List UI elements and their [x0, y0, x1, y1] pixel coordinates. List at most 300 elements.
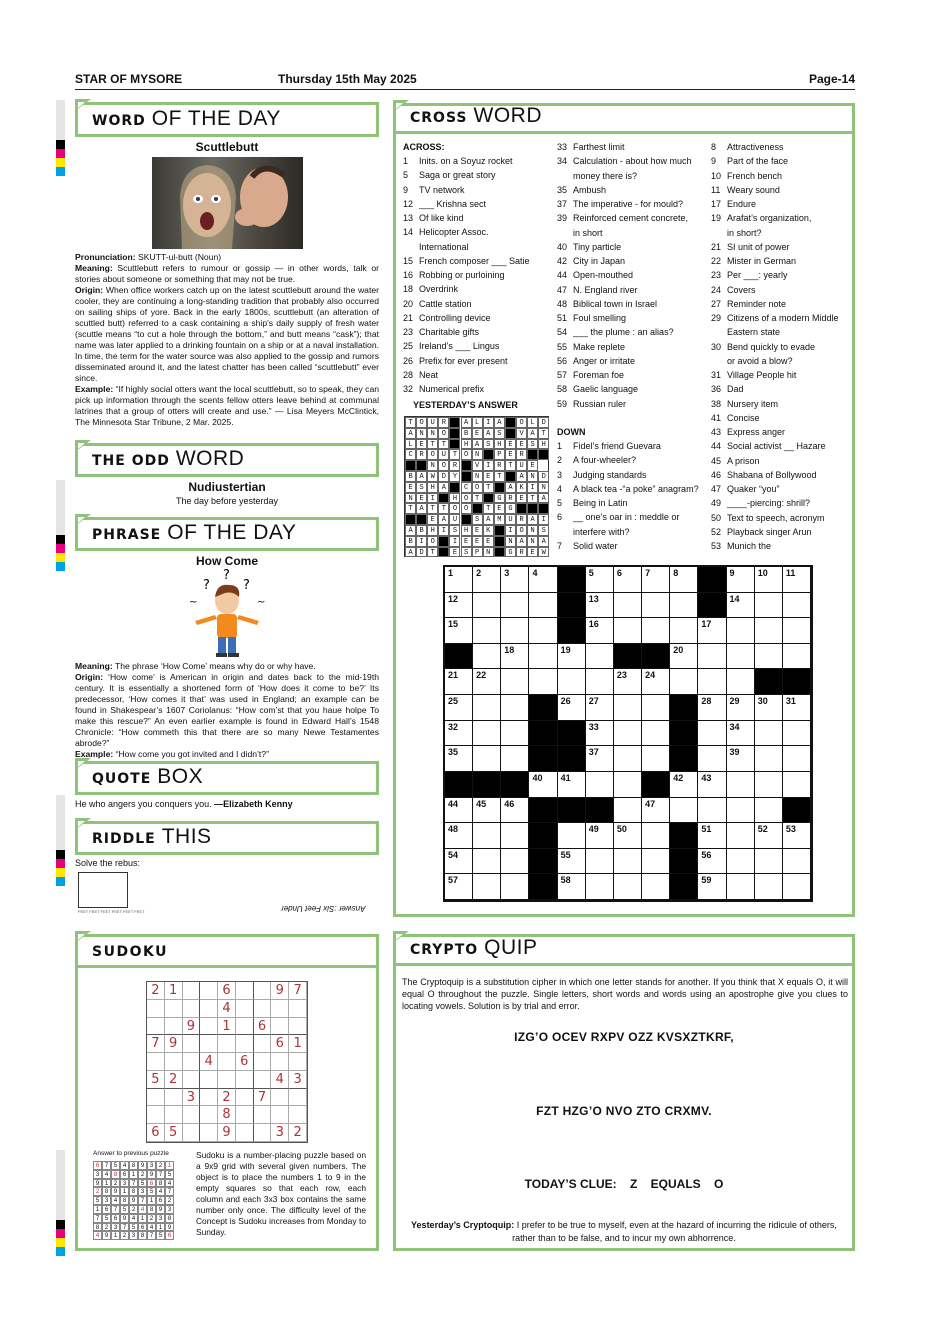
crossword-cell[interactable]: 15	[445, 618, 473, 644]
sudoku-cell[interactable]	[218, 1071, 236, 1089]
crossword-cell[interactable]	[642, 618, 670, 644]
crossword-cell[interactable]	[727, 874, 755, 900]
crossword-cell[interactable]	[670, 593, 698, 619]
crossword-cell[interactable]	[501, 669, 529, 695]
crossword-cell[interactable]: 10	[755, 567, 783, 593]
sudoku-cell[interactable]	[200, 1000, 218, 1018]
sudoku-cell: 1	[289, 1035, 307, 1053]
crossword-cell[interactable]	[586, 669, 614, 695]
sudoku-cell[interactable]	[183, 1071, 201, 1089]
answer-letter: N	[472, 471, 483, 482]
crossword-cell[interactable]	[642, 593, 670, 619]
sudoku-cell[interactable]	[200, 1018, 218, 1036]
clue-item	[711, 539, 839, 553]
riddle-header: RIDDLE THIS	[75, 821, 379, 855]
crossword-cell[interactable]	[727, 618, 755, 644]
crossword-cell[interactable]	[558, 669, 586, 695]
crossword-grid[interactable]	[443, 565, 813, 902]
sudoku-cell[interactable]	[254, 1053, 272, 1071]
sudoku-cell[interactable]	[147, 1018, 165, 1036]
crossword-cell[interactable]	[614, 721, 642, 747]
crossword-cell[interactable]: 29	[727, 695, 755, 721]
crossword-cell[interactable]	[586, 644, 614, 670]
answer-digit: 2	[111, 1179, 120, 1188]
answer-letter: I	[438, 525, 449, 536]
answer-letter: O	[427, 449, 438, 460]
answer-letter: S	[494, 428, 505, 439]
crossword-cell[interactable]: 13	[586, 593, 614, 619]
crossword-cell[interactable]: 23	[614, 669, 642, 695]
sudoku-cell[interactable]	[271, 1053, 289, 1071]
confused-boy-illustration	[185, 567, 269, 659]
sudoku-cell[interactable]	[254, 1124, 272, 1142]
black-square	[670, 849, 698, 875]
crossword-cell[interactable]	[473, 823, 501, 849]
sudoku-cell[interactable]	[289, 1053, 307, 1071]
crossword-cell[interactable]	[586, 874, 614, 900]
crossword-cell[interactable]	[501, 721, 529, 747]
crossword-cell[interactable]: 11	[783, 567, 811, 593]
answer-letter: B	[405, 536, 416, 547]
sudoku-cell[interactable]	[183, 1000, 201, 1018]
crossword-cell[interactable]	[473, 849, 501, 875]
answer-digit: 5	[111, 1161, 120, 1170]
sudoku-cell[interactable]	[236, 1018, 254, 1036]
answer-digit: 9	[93, 1179, 102, 1188]
crossword-cell[interactable]	[473, 695, 501, 721]
crossword-cell[interactable]: 37	[586, 746, 614, 772]
crossword-cell[interactable]	[698, 669, 726, 695]
rebus-text: FEET FEET FEET FEET FEET FEET	[78, 909, 145, 914]
answer-letter: T	[405, 417, 416, 428]
crossword-cell[interactable]	[727, 772, 755, 798]
sudoku-cell[interactable]	[200, 1071, 218, 1089]
crossword-cell[interactable]: 9	[727, 567, 755, 593]
answer-digit: 7	[138, 1196, 147, 1205]
answer-letter: E	[461, 536, 472, 547]
clue-item	[557, 226, 692, 240]
sudoku-cell[interactable]	[165, 1018, 183, 1036]
sudoku-cell[interactable]	[271, 1106, 289, 1124]
answer-digit: 3	[165, 1205, 174, 1214]
crossword-cell[interactable]: 52	[755, 823, 783, 849]
clue-item	[711, 169, 839, 183]
answer-digit: 7	[120, 1223, 129, 1232]
crossword-cell[interactable]	[727, 798, 755, 824]
answer-letter: O	[461, 493, 472, 504]
crossword-cell[interactable]	[501, 618, 529, 644]
sudoku-cell[interactable]	[200, 1124, 218, 1142]
crossword-cell[interactable]: 55	[558, 849, 586, 875]
crossword-cell[interactable]	[755, 746, 783, 772]
crossword-cell[interactable]	[698, 798, 726, 824]
clue-text: Anger or irritate	[573, 355, 636, 366]
crossword-cell[interactable]	[614, 593, 642, 619]
svg-text:~: ~	[189, 597, 198, 608]
crossword-cell[interactable]	[529, 593, 557, 619]
crossword-cell[interactable]	[501, 695, 529, 721]
clue-text: Reminder note	[727, 298, 787, 309]
answer-letter: I	[483, 417, 494, 428]
crossword-cell[interactable]	[529, 618, 557, 644]
sudoku-cell[interactable]	[165, 1106, 183, 1124]
answer-letter: S	[472, 514, 483, 525]
crossword-cell[interactable]: 5	[586, 567, 614, 593]
sudoku-cell[interactable]	[183, 1124, 201, 1142]
crossword-cell[interactable]: 1	[445, 567, 473, 593]
answer-digit: 4	[147, 1223, 156, 1232]
black-square	[505, 428, 516, 439]
crossword-cell[interactable]: 58	[558, 874, 586, 900]
crossword-cell[interactable]: 8	[670, 567, 698, 593]
answer-letter: E	[472, 428, 483, 439]
answer-letter: T	[438, 439, 449, 450]
crossword-cell[interactable]: 18	[501, 644, 529, 670]
crossword-cell[interactable]	[642, 746, 670, 772]
crossword-cell[interactable]	[783, 772, 811, 798]
crossword-cell[interactable]	[755, 874, 783, 900]
clue-number: 18	[403, 284, 414, 295]
clue-number: 57	[557, 370, 568, 380]
crossword-cell[interactable]	[501, 849, 529, 875]
black-square	[755, 669, 783, 695]
crossword-cell[interactable]	[614, 695, 642, 721]
clue-number: 7	[557, 540, 563, 551]
answer-digit: 8	[156, 1179, 165, 1188]
answer-letter: K	[483, 525, 494, 536]
clue-text: Express anger	[727, 427, 786, 437]
sudoku-cell[interactable]	[200, 1106, 218, 1124]
clue-item	[711, 354, 839, 368]
crossword-cell[interactable]	[614, 746, 642, 772]
clue-text: Arafat’s organization,	[727, 213, 812, 224]
crossword-cell[interactable]: 28	[698, 695, 726, 721]
crossword-cell[interactable]	[558, 823, 586, 849]
answer-letter: O	[416, 417, 427, 428]
sudoku-cell[interactable]	[254, 1000, 272, 1018]
crossword-cell[interactable]	[501, 746, 529, 772]
page-number: Page-14	[808, 72, 855, 86]
quote-header: QUOTE BOX	[75, 761, 379, 795]
crossword-cell[interactable]: 44	[445, 798, 473, 824]
clue-item	[711, 340, 839, 354]
crossword-cell[interactable]	[670, 618, 698, 644]
crossword-cell[interactable]: 53	[783, 823, 811, 849]
crossword-cell[interactable]	[698, 644, 726, 670]
black-square	[449, 439, 460, 450]
black-square	[614, 644, 642, 670]
crossword-cell[interactable]	[642, 874, 670, 900]
answer-digit: 9	[102, 1231, 111, 1240]
crossword-cell[interactable]	[698, 746, 726, 772]
crossword-cell[interactable]: 14	[727, 593, 755, 619]
crossword-cell[interactable]	[727, 669, 755, 695]
crossword-cell[interactable]	[642, 721, 670, 747]
answer-letter: E	[505, 449, 516, 460]
clue-text: Social activist __ Hazare	[727, 441, 826, 452]
crossword-cell[interactable]	[642, 849, 670, 875]
crossword-cell[interactable]: 20	[670, 644, 698, 670]
crossword-cell[interactable]	[783, 746, 811, 772]
crossword-cell[interactable]	[614, 849, 642, 875]
crossword-cell[interactable]: 27	[586, 695, 614, 721]
crossword-cell[interactable]: 31	[783, 695, 811, 721]
crossword-cell[interactable]	[614, 772, 642, 798]
yesterday-answer-title: YESTERDAY’S ANSWER	[413, 400, 518, 410]
clue-text: N. England river	[573, 284, 638, 295]
crossword-cell[interactable]: 39	[727, 746, 755, 772]
answer-letter: A	[438, 514, 449, 525]
crossword-cell[interactable]: 25	[445, 695, 473, 721]
clue-number: 46	[711, 469, 722, 480]
crossword-cell[interactable]: 56	[698, 849, 726, 875]
sudoku-cell[interactable]	[147, 1106, 165, 1124]
crossword-cell[interactable]	[755, 644, 783, 670]
crossword-cell[interactable]	[755, 618, 783, 644]
crossword-cell[interactable]	[529, 669, 557, 695]
sudoku-cell[interactable]	[254, 1071, 272, 1089]
crossword-cell[interactable]: 46	[501, 798, 529, 824]
crossword-cell[interactable]	[727, 849, 755, 875]
crossword-cell[interactable]: 49	[586, 823, 614, 849]
clue-number: 45	[711, 455, 722, 466]
sudoku-cell[interactable]	[183, 982, 201, 1000]
clue-item	[403, 168, 530, 182]
sudoku-cell[interactable]	[236, 1071, 254, 1089]
crossword-cell[interactable]	[698, 721, 726, 747]
crossword-cell[interactable]: 19	[558, 644, 586, 670]
crossword-cell[interactable]	[755, 721, 783, 747]
sudoku-cell[interactable]	[147, 1000, 165, 1018]
answer-digit: 2	[102, 1223, 111, 1232]
crossword-cell[interactable]: 48	[445, 823, 473, 849]
registration-bar	[56, 480, 65, 571]
answer-letter: V	[516, 428, 527, 439]
clue-item	[711, 211, 839, 225]
clue-text: Reinforced cement concrete,	[573, 213, 689, 224]
clue-text: French composer ___ Satie	[419, 255, 530, 266]
sudoku-cell[interactable]	[200, 1089, 218, 1107]
crossword-cell[interactable]: 7	[642, 567, 670, 593]
clue-number: 10	[711, 170, 722, 181]
crossword-cell[interactable]	[783, 593, 811, 619]
clue-item	[557, 510, 699, 524]
crossword-cell[interactable]	[473, 721, 501, 747]
sudoku-cell[interactable]	[236, 1106, 254, 1124]
crossword-cell[interactable]: 6	[614, 567, 642, 593]
answer-letter: T	[427, 547, 438, 558]
sudoku-cell[interactable]	[147, 1089, 165, 1107]
answer-letter: L	[472, 417, 483, 428]
clue-number: 30	[711, 341, 722, 352]
answer-letter: O	[427, 536, 438, 547]
clue-item	[711, 454, 839, 468]
answer-letter: S	[449, 525, 460, 536]
sudoku-cell: 2	[165, 1071, 183, 1089]
crossword-cell[interactable]: 42	[670, 772, 698, 798]
crossword-cell[interactable]: 21	[445, 669, 473, 695]
clue-item	[711, 226, 839, 240]
black-square	[527, 449, 538, 460]
crossword-cell[interactable]	[473, 644, 501, 670]
crossword-cell[interactable]	[783, 618, 811, 644]
sudoku-cell[interactable]	[236, 1089, 254, 1107]
crossword-cell[interactable]	[783, 721, 811, 747]
answer-letter: A	[505, 482, 516, 493]
sudoku-cell: 7	[254, 1089, 272, 1107]
answer-letter: T	[427, 439, 438, 450]
crossword-cell[interactable]	[755, 798, 783, 824]
crossword-cell[interactable]	[755, 849, 783, 875]
clue-text: Prefix for ever present	[419, 355, 508, 366]
crossword-cell[interactable]	[586, 849, 614, 875]
answer-letter: A	[472, 439, 483, 450]
sudoku-cell[interactable]	[271, 1089, 289, 1107]
sudoku-cell[interactable]	[165, 1053, 183, 1071]
crossword-cell[interactable]: 47	[642, 798, 670, 824]
cryptoquip-header: CRYPTO QUIP	[393, 934, 855, 966]
crossword-cell[interactable]: 54	[445, 849, 473, 875]
crossword-cell[interactable]	[473, 746, 501, 772]
answer-letter: E	[505, 439, 516, 450]
crossword-cell[interactable]	[755, 772, 783, 798]
crossword-cell[interactable]: 12	[445, 593, 473, 619]
sudoku-cell[interactable]	[254, 982, 272, 1000]
sudoku-cell[interactable]	[147, 1053, 165, 1071]
answer-letter: A	[416, 471, 427, 482]
crossword-cell[interactable]	[501, 593, 529, 619]
crossword-cell[interactable]	[670, 669, 698, 695]
black-square	[529, 849, 557, 875]
riddle-answer: Answer :Six Feet Under	[281, 904, 366, 913]
sudoku-cell[interactable]	[289, 1089, 307, 1107]
crossword-cell[interactable]	[614, 798, 642, 824]
clue-text: A prison	[727, 455, 760, 466]
answer-letter: A	[416, 503, 427, 514]
crossword-cell[interactable]	[586, 772, 614, 798]
sudoku-cell[interactable]	[236, 1035, 254, 1053]
crossword-cell[interactable]: 59	[698, 874, 726, 900]
crossword-cell[interactable]: 50	[614, 823, 642, 849]
clue-text: Village People hit	[727, 370, 797, 380]
answer-digit: 2	[129, 1205, 138, 1214]
crossword-cell[interactable]: 4	[529, 567, 557, 593]
crossword-cell[interactable]	[473, 618, 501, 644]
clue-item	[711, 311, 839, 325]
crossword-cell[interactable]: 51	[698, 823, 726, 849]
crossword-cell[interactable]	[783, 849, 811, 875]
crossword-cell[interactable]	[642, 823, 670, 849]
sudoku-grid[interactable]	[146, 981, 308, 1143]
crossword-cell[interactable]: 22	[473, 669, 501, 695]
crossword-cell[interactable]: 17	[698, 618, 726, 644]
crossword-cell[interactable]	[473, 593, 501, 619]
answer-letter: A	[538, 536, 549, 547]
crossword-cell[interactable]	[614, 618, 642, 644]
sudoku-cell[interactable]	[165, 1089, 183, 1107]
crossword-cell[interactable]	[642, 695, 670, 721]
answer-digit: 1	[147, 1196, 156, 1205]
odd-word-meaning: The day before yesterday	[175, 496, 279, 506]
crossword-cell[interactable]: 24	[642, 669, 670, 695]
sudoku-cell[interactable]	[289, 1106, 307, 1124]
phrase-definition: Meaning: The phrase ‘How Come’ means why do or why have. Origin: ‘How come’ is American in origin and dates back to the mid-19th century. It is essentially a shortened form of ‘How does it come to be?’ Its predecessor, ‘How comes it that’ was used in England; an example can be found in Shakespear’s 1607 Coriolanus: “How com’st that you haue holpe To make this rescue?” An even earlier example is found in Edward Hall’s 1548 Chronicle: “How commeth this that there are so many Newe Testamentes abrode?” Example: “How come you got invited and I didn’t?”	[75, 661, 379, 759]
sudoku-cell[interactable]	[271, 1000, 289, 1018]
sudoku-cell[interactable]	[271, 1018, 289, 1036]
sudoku-cell[interactable]	[289, 1000, 307, 1018]
crossword-cell[interactable]: 57	[445, 874, 473, 900]
crossword-cell[interactable]	[727, 644, 755, 670]
black-square	[483, 493, 494, 504]
crossword-cell[interactable]	[529, 644, 557, 670]
answer-digit: 1	[93, 1205, 102, 1214]
black-square	[558, 593, 586, 619]
crossword-cell[interactable]	[501, 874, 529, 900]
crossword-cell[interactable]: 16	[586, 618, 614, 644]
crossword-cell[interactable]: 40	[529, 772, 557, 798]
clue-number: 49	[711, 498, 722, 509]
sudoku-cell[interactable]	[200, 1035, 218, 1053]
crossword-cell[interactable]	[783, 874, 811, 900]
crossword-cell[interactable]: 32	[445, 721, 473, 747]
crossword-cell[interactable]	[727, 823, 755, 849]
sudoku-cell[interactable]	[254, 1035, 272, 1053]
sudoku-cell[interactable]	[165, 1000, 183, 1018]
across-clues-col2	[557, 140, 692, 411]
crossword-cell[interactable]: 43	[698, 772, 726, 798]
crossword-cell[interactable]: 30	[755, 695, 783, 721]
answer-digit: 9	[138, 1161, 147, 1170]
sudoku-cell[interactable]	[183, 1053, 201, 1071]
crossword-cell[interactable]: 3	[501, 567, 529, 593]
crossword-cell[interactable]	[755, 593, 783, 619]
answer-letter: E	[516, 493, 527, 504]
crossword-cell[interactable]	[501, 823, 529, 849]
crossword-cell[interactable]: 2	[473, 567, 501, 593]
crossword-cell[interactable]: 34	[727, 721, 755, 747]
clue-text: Make replete	[573, 341, 626, 352]
crossword-cell[interactable]	[783, 644, 811, 670]
sudoku-cell[interactable]	[236, 982, 254, 1000]
answer-letter: U	[427, 417, 438, 428]
answer-letter: N	[527, 525, 538, 536]
sudoku-cell[interactable]	[183, 1035, 201, 1053]
sudoku-cell[interactable]	[218, 1053, 236, 1071]
sudoku-cell[interactable]	[236, 1000, 254, 1018]
answer-letter: W	[427, 471, 438, 482]
sudoku-cell[interactable]	[289, 1018, 307, 1036]
riddle-prompt: Solve the rebus:	[75, 858, 141, 868]
crossword-cell[interactable]	[614, 874, 642, 900]
crossword-cell[interactable]: 35	[445, 746, 473, 772]
sudoku-cell[interactable]	[236, 1124, 254, 1142]
crossword-cell[interactable]: 26	[558, 695, 586, 721]
crossword-cell[interactable]: 33	[586, 721, 614, 747]
sudoku-cell[interactable]	[200, 982, 218, 1000]
black-square	[527, 503, 538, 514]
sudoku-cell[interactable]	[218, 1035, 236, 1053]
sudoku-cell[interactable]	[254, 1106, 272, 1124]
crossword-cell[interactable]	[473, 874, 501, 900]
clue-number: 12	[403, 198, 414, 209]
answer-letter: A	[461, 417, 472, 428]
crossword-cell[interactable]	[670, 798, 698, 824]
crossword-cell[interactable]: 45	[473, 798, 501, 824]
sudoku-cell[interactable]	[183, 1106, 201, 1124]
crossword-cell[interactable]: 41	[558, 772, 586, 798]
answer-letter: E	[483, 471, 494, 482]
clue-text: Per ___: yearly	[727, 270, 788, 281]
